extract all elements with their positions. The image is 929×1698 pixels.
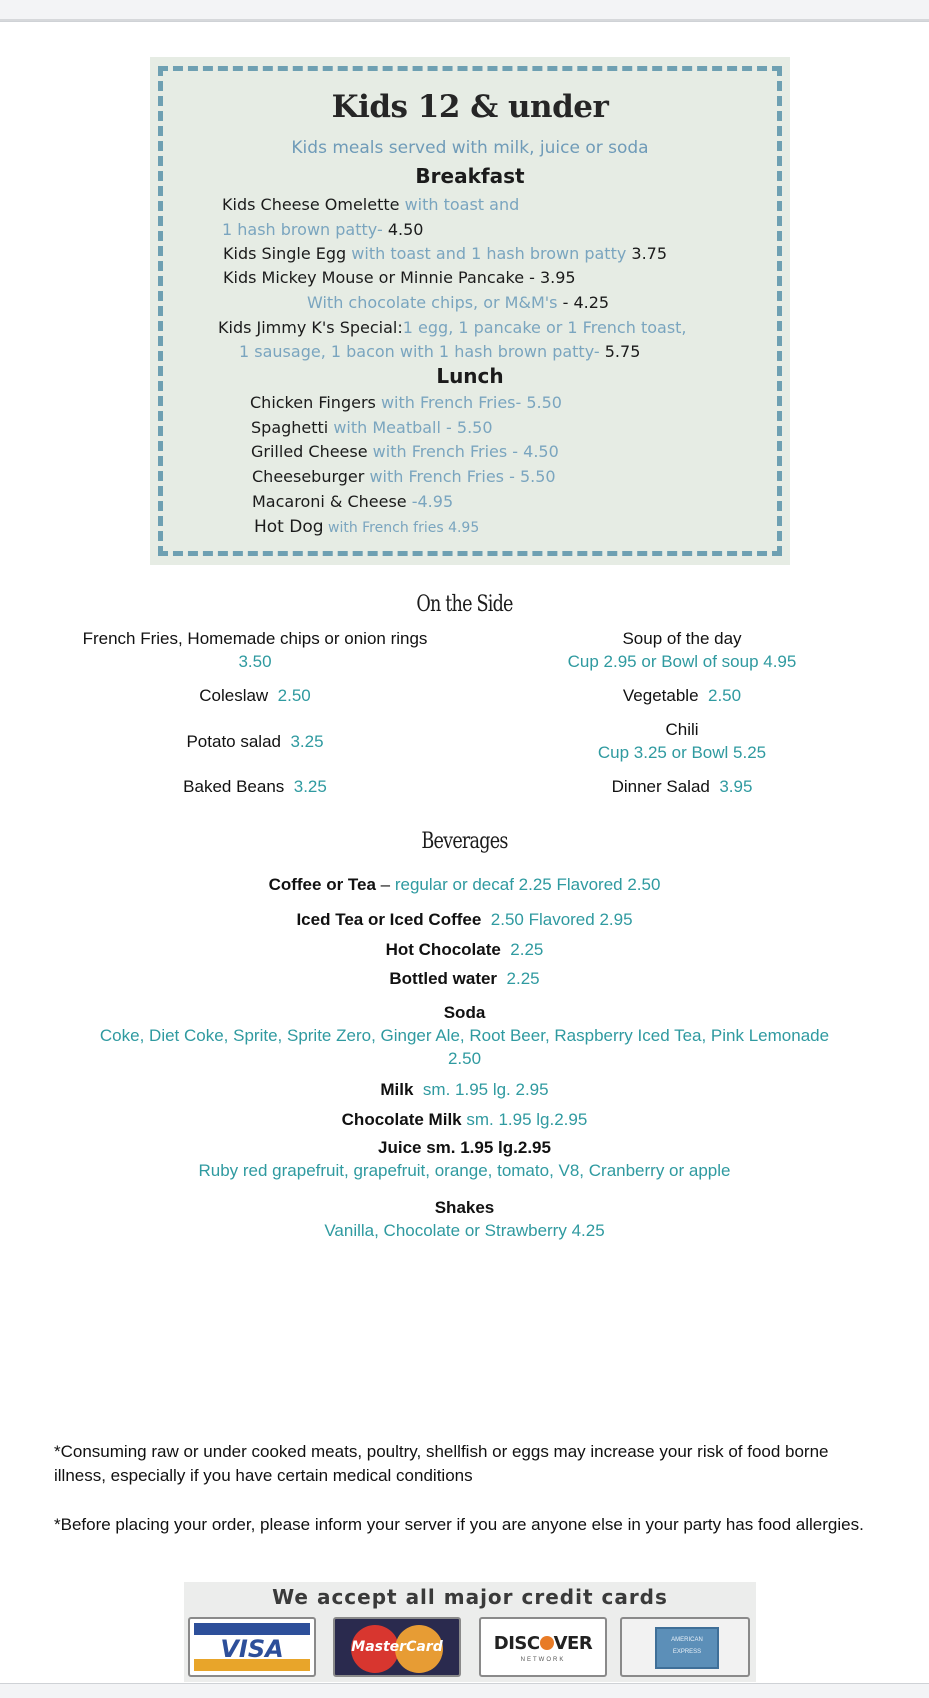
side-item [55,730,455,753]
item-desc: with French Fries- 5.50 [375,393,562,412]
side-price: 3.95 [719,777,753,796]
bev-chocolate-milk [0,1108,929,1131]
item-name: Kids Single Egg [223,244,347,263]
kids-menu-card [150,57,790,565]
side-name: Vegetable [622,686,699,705]
bev-list: Ruby red grapefruit, grapefruit, orange, tomato, V8, Cranberry or apple [198,1161,731,1180]
bev-list: Coke, Diet Coke, Sprite, Sprite Zero, Ginger Ale, Root Beer, Raspberry Iced Tea, Pink Lemonade [99,1026,830,1045]
bev-detail: 2.25 [506,969,540,988]
bev-iced [0,908,929,931]
item-name: Spaghetti [251,418,329,437]
bev-name: Chocolate Milk [341,1110,462,1129]
kids-item [254,517,479,537]
item-desc: with French fries 4.95 [323,520,480,536]
side-item [490,627,874,673]
side-name: Baked Beans [183,777,285,796]
item-price: 5.75 [599,342,641,361]
item-name: Cheeseburger [252,467,365,486]
item-name: Chicken Fingers [250,393,376,412]
bev-detail: sm. 1.95 lg. 2.95 [422,1080,549,1099]
kids-title: Kids 12 & under [331,89,609,125]
item-desc: -4.95 [406,492,454,511]
kids-item [239,342,640,361]
discover-label-right: VER [553,1633,593,1654]
beverages-title: Beverages [421,829,508,854]
bev-milk [0,1078,929,1101]
kids-item [251,418,493,437]
kids-item [307,293,609,312]
side-price: 2.50 [277,686,311,705]
food-safety-notice: *Consuming raw or under cooked meats, poultry, shellfish or eggs may increase your risk of food borne illness, especially if you have certain medical conditions [54,1442,829,1485]
side-name: Chili [665,720,699,739]
bev-water [0,967,929,990]
visa-label: VISA [220,1635,284,1663]
bev-hot-chocolate [0,938,929,961]
bev-coffee [0,873,929,896]
kids-item [222,220,423,239]
item-desc: with French Fries - 4.50 [367,442,559,461]
kids-item [250,393,562,412]
amex-logo [620,1617,750,1677]
side-name: Coleslaw [199,686,269,705]
item-name: Kids Mickey Mouse or Minnie Pancake - 3.95 [223,268,576,287]
side-item [490,718,874,764]
visa-logo [188,1617,316,1677]
bev-detail: sm. 1.95 lg.2.95 [466,1110,588,1129]
bev-shakes [0,1196,929,1242]
bev-name: Hot Chocolate [385,940,501,959]
bev-name: Shakes [434,1198,495,1217]
bev-detail: 2.25 [510,940,544,959]
item-desc: 1 egg, 1 pancake or 1 French toast, [402,318,687,337]
kids-item [218,318,687,337]
side-item [490,775,874,798]
item-desc: 1 sausage, 1 bacon with 1 hash brown patty- [239,342,600,361]
credit-cards-heading: We accept all major credit cards [272,1585,668,1609]
bev-detail: regular or decaf 2.25 Flavored 2.50 [394,875,661,894]
bev-price: 2.50 [447,1049,482,1068]
bev-name: Coffee or Tea [268,875,376,894]
amex-box [655,1627,719,1669]
bev-detail: 2.50 Flavored 2.95 [490,910,633,929]
side-item [490,684,874,707]
amex-line1: AMERICAN [671,1637,703,1643]
bev-name: Soda [443,1003,486,1022]
item-price: - 4.25 [557,293,610,312]
item-name: Grilled Cheese [251,442,368,461]
bev-juice [0,1136,929,1182]
on-the-side-title: On the Side [416,592,513,617]
credit-cards-banner [184,1582,756,1682]
side-item [55,627,455,673]
item-desc: 1 hash brown patty- [222,220,383,239]
kids-item [223,268,576,287]
viewer-bottom-bar [0,1683,929,1698]
side-price: 3.50 [238,652,272,671]
discover-dot-icon [540,1636,554,1650]
side-name: Dinner Salad [611,777,710,796]
discover-network: NETWORK [520,1657,566,1663]
side-price: Cup 3.25 or Bowl 5.25 [597,743,767,762]
side-price: 3.25 [290,732,324,751]
item-name: Kids Cheese Omelette [222,195,400,214]
side-price: Cup 2.95 or Bowl of soup 4.95 [567,652,797,671]
item-name: Kids Jimmy K's Special: [218,318,403,337]
item-price: 4.50 [382,220,424,239]
amex-line2: EXPRESS [672,1649,702,1655]
bev-name: Bottled water [389,969,498,988]
item-desc: with toast and [399,195,520,214]
kids-subtitle: Kids meals served with milk, juice or soda [291,138,649,158]
bev-list: Vanilla, Chocolate or Strawberry 4.25 [324,1221,605,1240]
bev-dash: – [375,875,395,894]
bev-name: Juice sm. 1.95 lg.2.95 [378,1138,551,1157]
item-name: Hot Dog [254,517,324,537]
bev-name: Milk [380,1080,414,1099]
side-price: 3.25 [293,777,327,796]
mastercard-label: MasterCard [351,1639,443,1655]
kids-item [252,467,556,486]
discover-logo [479,1617,607,1677]
side-name: Potato salad [186,732,281,751]
top-divider [0,19,929,21]
bev-soda [0,1001,929,1070]
kids-item [222,195,519,214]
side-item [55,684,455,707]
item-price: 3.75 [626,244,668,263]
bev-name: Iced Tea or Iced Coffee [296,910,482,929]
kids-item [251,442,559,461]
kids-item [252,492,453,511]
mastercard-logo [333,1617,461,1677]
side-item [55,775,455,798]
discover-label-left: DISC [493,1633,540,1654]
allergy-notice: *Before placing your order, please inform your server if you are anyone else in your party has food allergies. [54,1515,864,1534]
lunch-heading: Lunch [436,364,504,388]
item-desc: with Meatball - 5.50 [328,418,493,437]
breakfast-heading: Breakfast [415,164,525,188]
side-name: French Fries, Homemade chips or onion rings [82,629,428,648]
item-desc: with toast and 1 hash brown patty [346,244,627,263]
kids-item [223,244,667,263]
side-price: 2.50 [708,686,742,705]
item-name: Macaroni & Cheese [252,492,407,511]
side-name: Soup of the day [622,629,742,648]
item-desc: with French Fries - 5.50 [364,467,556,486]
item-desc: With chocolate chips, or M&M's [307,293,558,312]
